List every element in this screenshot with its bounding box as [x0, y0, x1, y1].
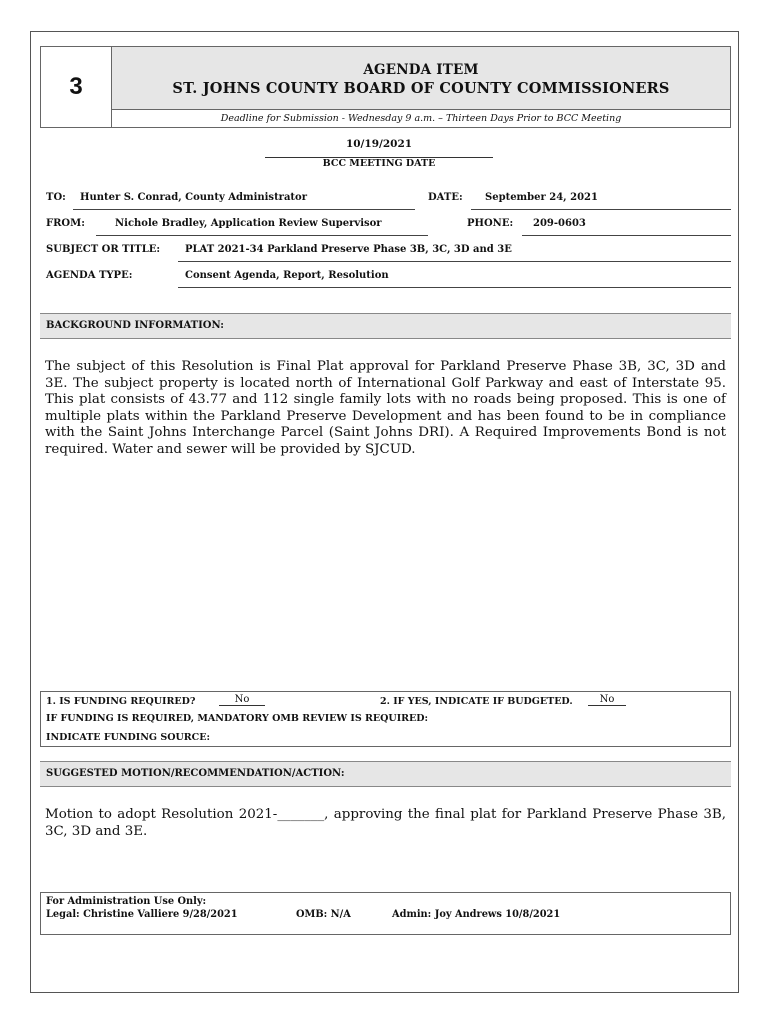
phone-value: 209-0603 — [533, 218, 586, 229]
to-value: Hunter S. Conrad, County Administrator — [80, 192, 307, 203]
from-underline — [96, 235, 428, 236]
background-text: The subject of this Resolution is Final Plat approval for Parkland Preserve Phase 3B, 3C, 3D and 3E. The subject property is located north of International Golf Parkway and east of Interstate 95. This plat consists of 43.77 and 112 single family lots with no roads being proposed. This is one of multiple plats within the Parkland Preserve Development and has been found to be in compliance with the Saint Johns Interchange Parcel (Saint Johns DRI). A Required Improvements Bond is not required. Water and sewer will be provided by SJCUD. — [45, 359, 726, 457]
budgeted-value: No — [588, 694, 626, 706]
page-border — [30, 31, 739, 993]
legal-review: Legal: Christine Valliere 9/28/2021 — [46, 909, 238, 920]
background-heading: BACKGROUND INFORMATION: — [40, 313, 731, 339]
agenda-item-number: 3 — [41, 47, 112, 127]
funding-required-value: No — [219, 694, 265, 706]
funding-box — [40, 691, 731, 747]
to-underline — [73, 209, 415, 210]
date-label: DATE: — [428, 192, 463, 203]
agenda-title — [112, 47, 730, 110]
admin-heading: For Administration Use Only: — [46, 896, 207, 907]
date-underline — [471, 209, 731, 210]
phone-underline — [522, 235, 731, 236]
omb-review: OMB: N/A — [296, 909, 351, 920]
from-value: Nichole Bradley, Application Review Supervisor — [115, 218, 382, 229]
agenda-title-line2: ST. JOHNS COUNTY BOARD OF COUNTY COMMISSIONERS — [172, 80, 670, 97]
agenda-type-value: Consent Agenda, Report, Resolution — [185, 270, 389, 281]
agenda-type-underline — [178, 287, 731, 288]
motion-text: Motion to adopt Resolution 2021-_______, approving the final plat for Parkland Preserve Phase 3B, 3C, 3D and 3E. — [45, 807, 726, 839]
funding-required-label: 1. IS FUNDING REQUIRED? — [46, 696, 196, 707]
bcc-meeting-date: 10/19/2021 — [265, 137, 493, 158]
submission-deadline: Deadline for Submission - Wednesday 9 a.m. – Thirteen Days Prior to BCC Meeting — [220, 113, 622, 124]
subject-underline — [178, 261, 731, 262]
bcc-meeting-date-label: BCC MEETING DATE — [322, 158, 436, 169]
agenda-title-line1: AGENDA ITEM — [363, 62, 479, 78]
to-label: TO: — [46, 192, 66, 203]
administration-box — [40, 892, 731, 935]
date-value: September 24, 2021 — [485, 192, 598, 203]
agenda-type-label: AGENDA TYPE: — [46, 270, 133, 281]
subject-label: SUBJECT OR TITLE: — [46, 244, 161, 255]
from-label: FROM: — [46, 218, 85, 229]
agenda-header — [40, 46, 731, 128]
phone-label: PHONE: — [467, 218, 514, 229]
budgeted-label: 2. IF YES, INDICATE IF BUDGETED. — [380, 696, 573, 707]
funding-source-label: INDICATE FUNDING SOURCE: — [46, 732, 210, 743]
admin-review: Admin: Joy Andrews 10/8/2021 — [392, 909, 561, 920]
motion-heading: SUGGESTED MOTION/RECOMMENDATION/ACTION: — [40, 761, 731, 787]
subject-value: PLAT 2021-34 Parkland Preserve Phase 3B, 3C, 3D and 3E — [185, 244, 512, 255]
omb-review-note: IF FUNDING IS REQUIRED, MANDATORY OMB REVIEW IS REQUIRED: — [46, 713, 429, 724]
